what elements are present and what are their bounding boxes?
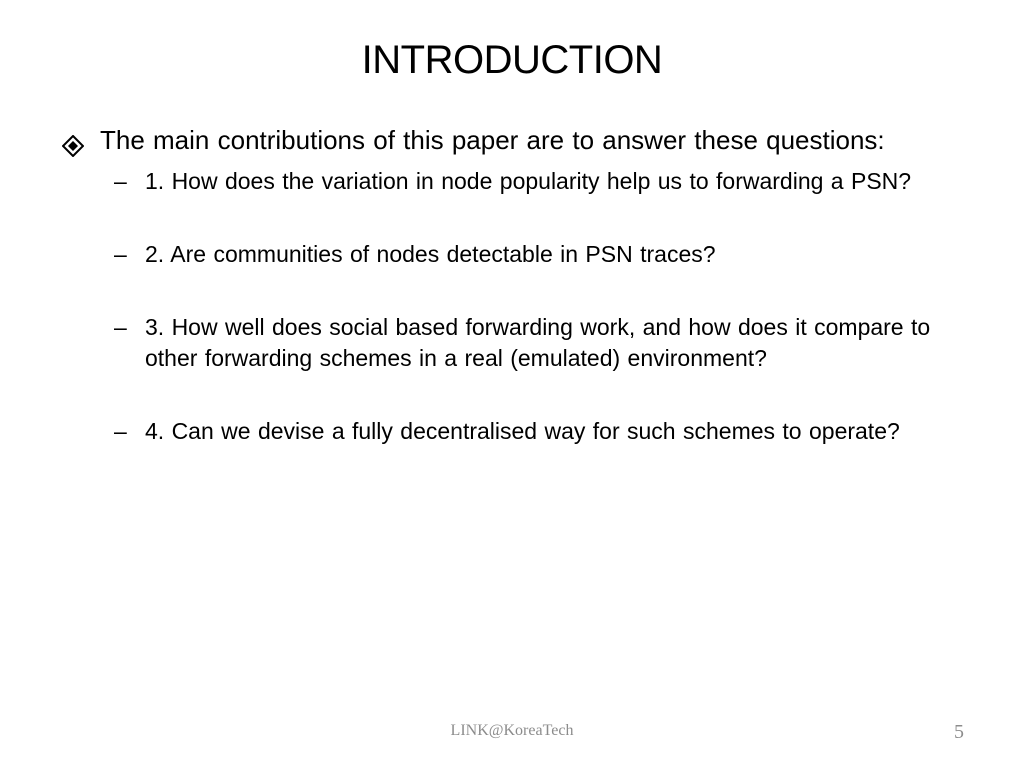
sub-bullet-2 bbox=[114, 239, 962, 270]
sub-bullet-3 bbox=[114, 312, 962, 374]
dash-marker: – bbox=[114, 314, 127, 340]
sub-bullet-text: 4. Can we devise a fully decentralised way for such schemes to operate? bbox=[145, 418, 900, 444]
sub-bullet-1 bbox=[114, 166, 962, 197]
main-bullet-text: The main contributions of this paper are to answer these questions: bbox=[100, 125, 885, 155]
main-bullet bbox=[62, 124, 962, 156]
sub-bullet-text: 2. Are communities of nodes detectable in PSN traces? bbox=[145, 241, 716, 267]
sub-bullet-4 bbox=[114, 416, 962, 447]
slide-title: INTRODUCTION bbox=[361, 38, 663, 82]
sub-bullet-list bbox=[114, 166, 962, 447]
dash-marker: – bbox=[114, 241, 127, 267]
diamond-bullet-icon bbox=[62, 132, 84, 154]
sub-bullet-text: 1. How does the variation in node popularity help us to forwarding a PSN? bbox=[145, 168, 912, 194]
page-number: 5 bbox=[954, 721, 964, 743]
sub-bullet-text: 3. How well does social based forwarding work, and how does it compare to other forwarding schemes in a real (emulated) environment? bbox=[145, 314, 931, 371]
slide-body bbox=[62, 124, 962, 489]
dash-marker: – bbox=[114, 418, 127, 444]
slide-footer: LINK@KoreaTech bbox=[450, 722, 574, 739]
dash-marker: – bbox=[114, 168, 127, 194]
